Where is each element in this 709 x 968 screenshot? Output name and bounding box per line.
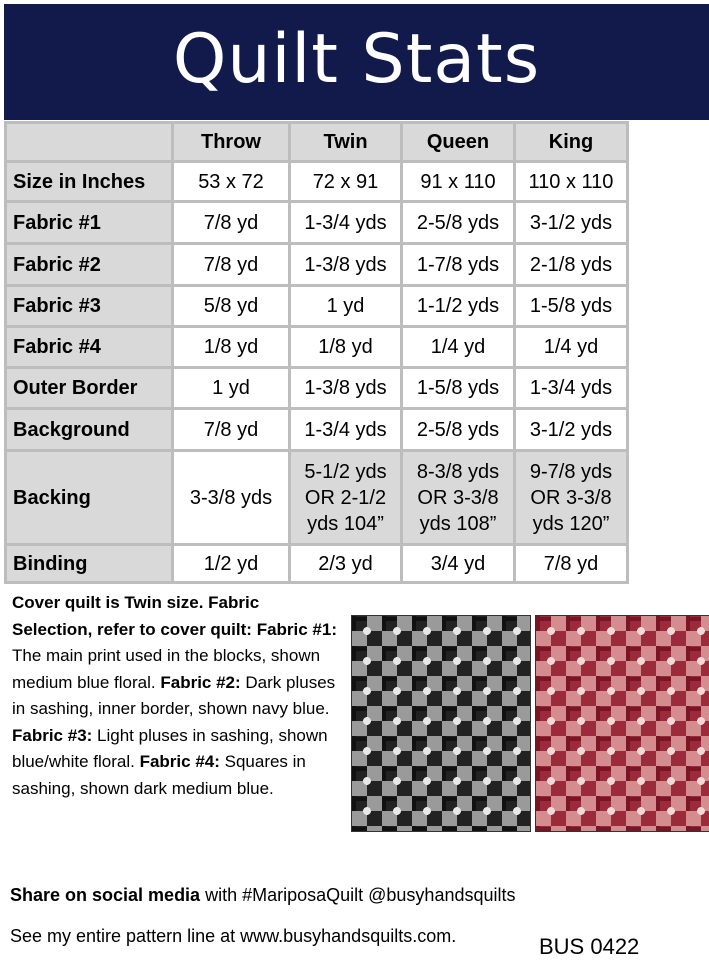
row-label: Fabric #1 (6, 202, 173, 244)
fabric-1-text: The main print used in the blocks, shown medium blue floral. (12, 646, 321, 692)
table-row (6, 451, 628, 545)
table-cell: 7/8 yd (173, 409, 290, 451)
table-cell: 2-5/8 yds (402, 409, 515, 451)
row-label: Backing (6, 451, 173, 545)
column-header-throw: Throw (173, 123, 290, 162)
quilt-stats-table (4, 121, 629, 584)
fabric-2-text: Dark pluses in sashing, inner border, shown navy blue. (12, 672, 336, 718)
row-label: Fabric #4 (6, 327, 173, 368)
row-label: Fabric #3 (6, 286, 173, 327)
table-cell: 7/8 yd (173, 244, 290, 286)
header-banner (4, 4, 709, 120)
table-row (6, 162, 628, 202)
table-row (6, 409, 628, 451)
table-cell: 8-3/8 yds OR 3-3/8 yds 108” (402, 451, 515, 545)
share-label: Share on social media (10, 885, 201, 905)
table-cell: 3-1/2 yds (515, 409, 628, 451)
table-header-row (6, 123, 628, 162)
table-cell: 1 yd (290, 286, 402, 327)
table-row (6, 286, 628, 327)
table-cell: 5-1/2 yds OR 2-1/2 yds 104” (290, 451, 402, 545)
pattern-line-text: See my entire pattern line at www.busyhandsquilts.com. (10, 926, 457, 946)
table-cell: 2-1/8 yds (515, 244, 628, 286)
table-row (6, 545, 628, 583)
row-label: Background (6, 409, 173, 451)
table-cell: 1/4 yd (515, 327, 628, 368)
table-corner-cell (6, 123, 173, 162)
table-cell: 72 x 91 (290, 162, 402, 202)
column-header-twin: Twin (290, 123, 402, 162)
table-cell: 7/8 yd (515, 545, 628, 583)
fabric-4-text: Squares in sashing, shown dark medium blue. (12, 752, 306, 798)
table-cell: 1/8 yd (173, 327, 290, 368)
table-cell: 7/8 yd (173, 202, 290, 244)
table-row (6, 368, 628, 409)
row-label: Size in Inches (6, 162, 173, 202)
column-header-king: King (515, 123, 628, 162)
fabric-notes (12, 590, 342, 802)
table-cell: 91 x 110 (402, 162, 515, 202)
red-pink-quilt-image (535, 615, 709, 832)
table-cell: 1/4 yd (402, 327, 515, 368)
table-cell: 9-7/8 yds OR 3-3/8 yds 120” (515, 451, 628, 545)
fabric-4-label: Fabric #4: (139, 752, 220, 771)
table-row (6, 244, 628, 286)
fabric-2-label: Fabric #2: (160, 672, 241, 692)
share-text: with #MariposaQuilt @busyhandsquilts (200, 885, 516, 905)
table-cell: 2/3 yd (290, 545, 402, 583)
table-cell: 1-5/8 yds (402, 368, 515, 409)
table-cell: 1-7/8 yds (402, 244, 515, 286)
table-row (6, 327, 628, 368)
table-cell: 110 x 110 (515, 162, 628, 202)
table-cell: 1-3/4 yds (290, 409, 402, 451)
table-cell: 1-3/8 yds (290, 244, 402, 286)
table-cell: 1-1/2 yds (402, 286, 515, 327)
table-cell: 5/8 yd (173, 286, 290, 327)
row-label: Fabric #2 (6, 244, 173, 286)
page-title: Quilt Stats (172, 20, 541, 99)
table-cell: 53 x 72 (173, 162, 290, 202)
notes-intro: Cover quilt is Twin size. Fabric Selection, refer to cover quilt: (12, 593, 260, 639)
column-header-queen: Queen (402, 123, 515, 162)
fabric-3-label: Fabric #3: (12, 725, 93, 745)
table-row (6, 202, 628, 244)
table-cell: 1-3/4 yds (290, 202, 402, 244)
table-cell: 1-3/8 yds (290, 368, 402, 409)
table-cell: 1-5/8 yds (515, 286, 628, 327)
table-cell: 1-3/4 yds (515, 368, 628, 409)
black-white-quilt-image (351, 615, 531, 832)
row-label: Binding (6, 545, 173, 583)
table-cell: 1 yd (173, 368, 290, 409)
table-cell: 1/8 yd (290, 327, 402, 368)
table-cell: 3-1/2 yds (515, 202, 628, 244)
social-media-line (10, 885, 516, 906)
table-cell: 3-3/8 yds (173, 451, 290, 545)
fabric-1-label: Fabric #1: (256, 619, 337, 639)
table-cell: 1/2 yd (173, 545, 290, 583)
table-cell: 3/4 yd (402, 545, 515, 583)
table-cell: 2-5/8 yds (402, 202, 515, 244)
fabric-3-text: Light pluses in sashing, shown blue/white floral. (12, 725, 328, 771)
row-label: Outer Border (6, 368, 173, 409)
pattern-code: BUS 0422 (539, 934, 640, 959)
